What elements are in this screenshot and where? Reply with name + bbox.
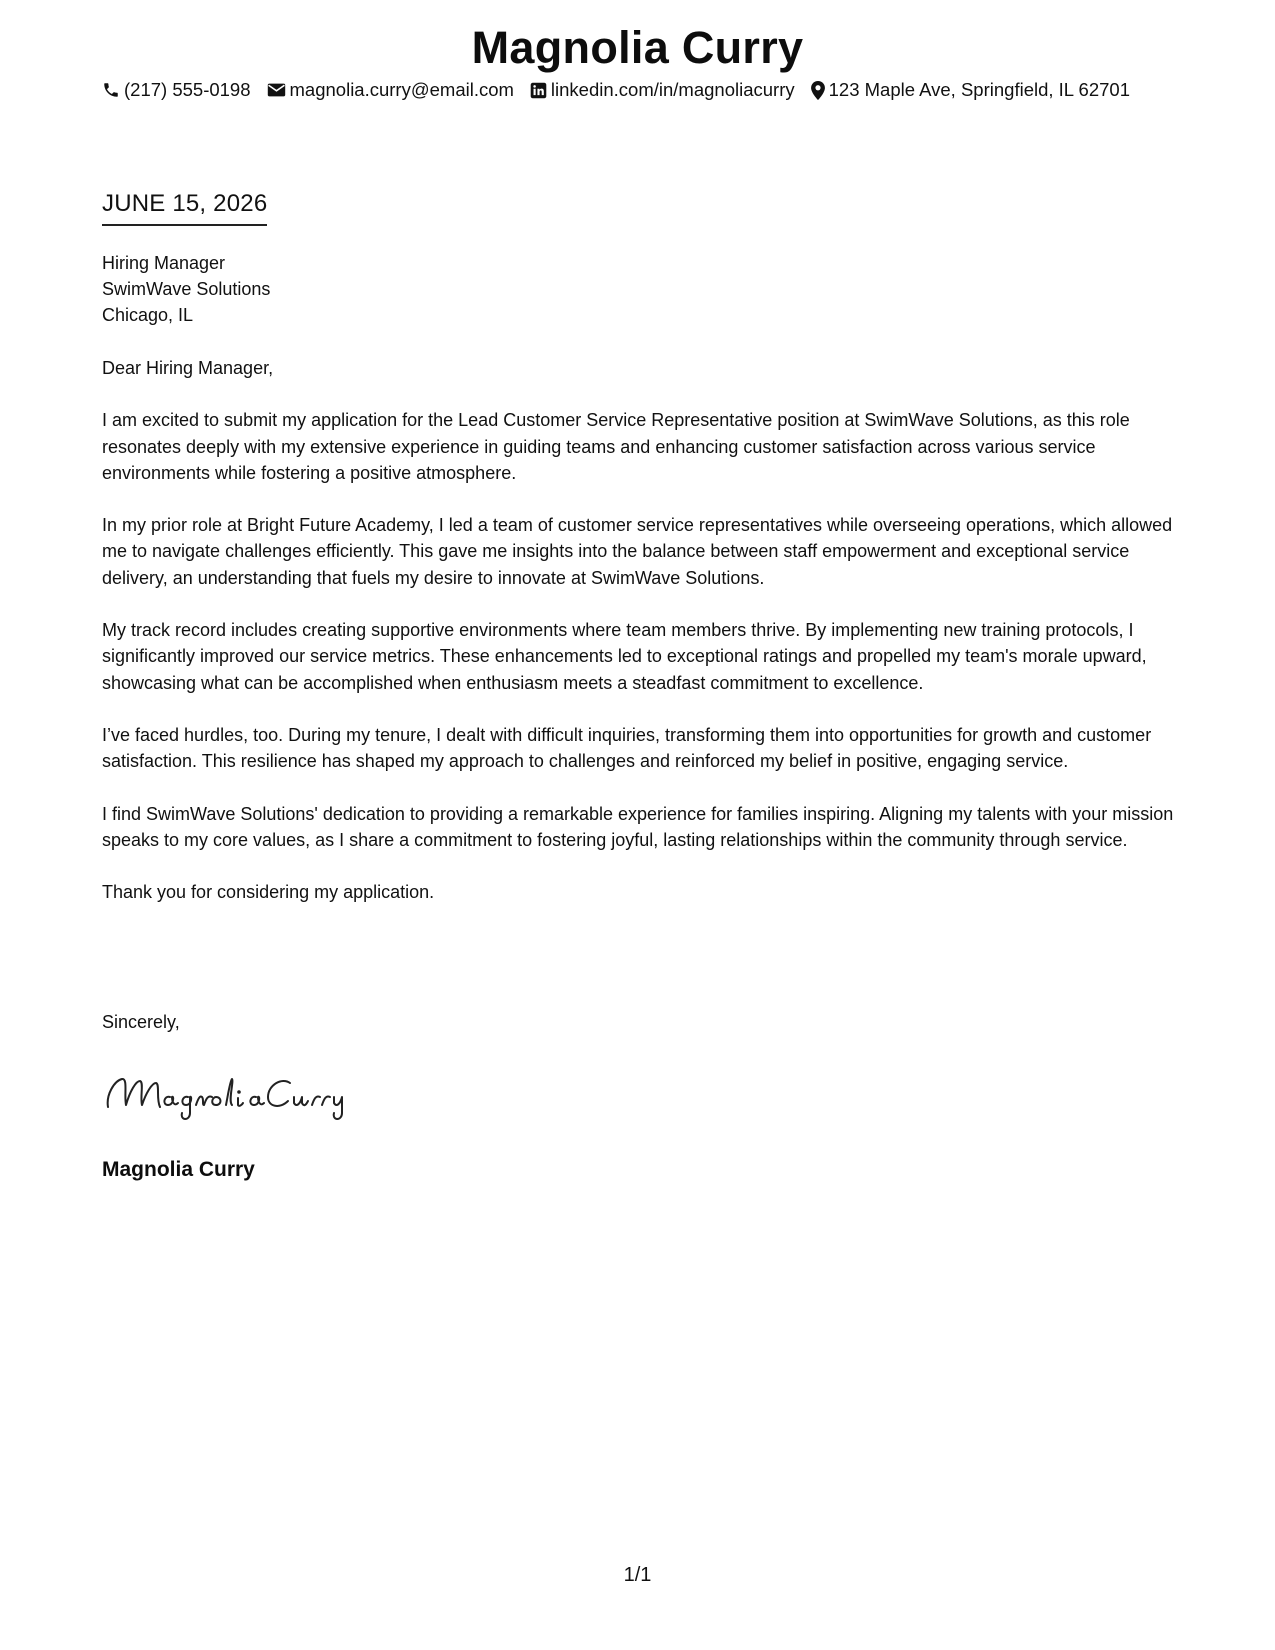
letter-body bbox=[102, 355, 1182, 931]
recipient-title: Hiring Manager bbox=[102, 253, 226, 273]
closing: Sincerely, bbox=[102, 1012, 180, 1032]
contact-email bbox=[267, 79, 514, 101]
thank-you-line: Thank you for considering my application. bbox=[102, 882, 435, 903]
signed-name: Magnolia Curry bbox=[102, 1158, 255, 1181]
applicant-name: Magnolia Curry bbox=[471, 22, 804, 73]
recipient-company: SwimWave Solutions bbox=[102, 279, 271, 299]
handwritten-signature bbox=[100, 1065, 360, 1125]
body-paragraph-4: I’ve faced hurdles, too. During my tenure, I dealt with difficult inquiries, transforming them into opportunities for growth and customer satisfaction. This resilience has shaped my approach to challenges and reinforced my belief in positive, engaging service. bbox=[102, 724, 1152, 772]
contact-bar bbox=[102, 79, 1182, 101]
body-paragraph-1: I am excited to submit my application for the Lead Customer Service Representative position at SwimWave Solutions, as this role resonates deeply with my extensive experience in guiding teams and enhancing customer satisfaction across various service environments while fostering a positive atmosphere. bbox=[102, 410, 1130, 483]
recipient-location: Chicago, IL bbox=[102, 305, 194, 325]
linkedin-icon bbox=[530, 82, 547, 99]
map-pin-icon bbox=[811, 81, 825, 100]
body-paragraph-5: I find SwimWave Solutions' dedication to providing a remarkable experience for families inspiring. Aligning my talents with your mission speaks to my core values, as I share a commitment to fostering joyful, lasting relationships within the community through service. bbox=[102, 803, 1174, 850]
linkedin-text: linkedin.com/in/magnoliacurry bbox=[550, 79, 795, 100]
contact-phone bbox=[102, 79, 251, 101]
body-paragraph-2: In my prior role at Bright Future Academy, I led a team of customer service representatives while overseeing operations, which allowed me to navigate challenges efficiently. This gave me insights into the balance between staff empowerment and exceptional service delivery, an understanding that fuels my desire to innovate at SwimWave Solutions. bbox=[102, 515, 1173, 588]
address-text: 123 Maple Ave, Springfield, IL 62701 bbox=[828, 79, 1130, 100]
contact-linkedin bbox=[530, 79, 795, 101]
envelope-icon bbox=[267, 82, 286, 98]
letter-date: JUNE 15, 2026 bbox=[102, 190, 267, 226]
phone-text: (217) 555-0198 bbox=[124, 79, 251, 100]
recipient-block bbox=[102, 250, 270, 328]
email-text: magnolia.curry@email.com bbox=[289, 79, 514, 100]
contact-address bbox=[811, 79, 1130, 101]
page-number: 1/1 bbox=[623, 1564, 652, 1586]
salutation: Dear Hiring Manager, bbox=[102, 358, 274, 378]
body-paragraph-3: My track record includes creating supportive environments where team members thrive. By implementing new training protocols, I significantly improved our service metrics. These enhancements led to exceptional ratings and propelled my team's morale upward, showcasing what can be accomplished when enthusiasm meets a steadfast commitment to excellence. bbox=[102, 620, 1147, 693]
phone-icon bbox=[102, 81, 120, 99]
